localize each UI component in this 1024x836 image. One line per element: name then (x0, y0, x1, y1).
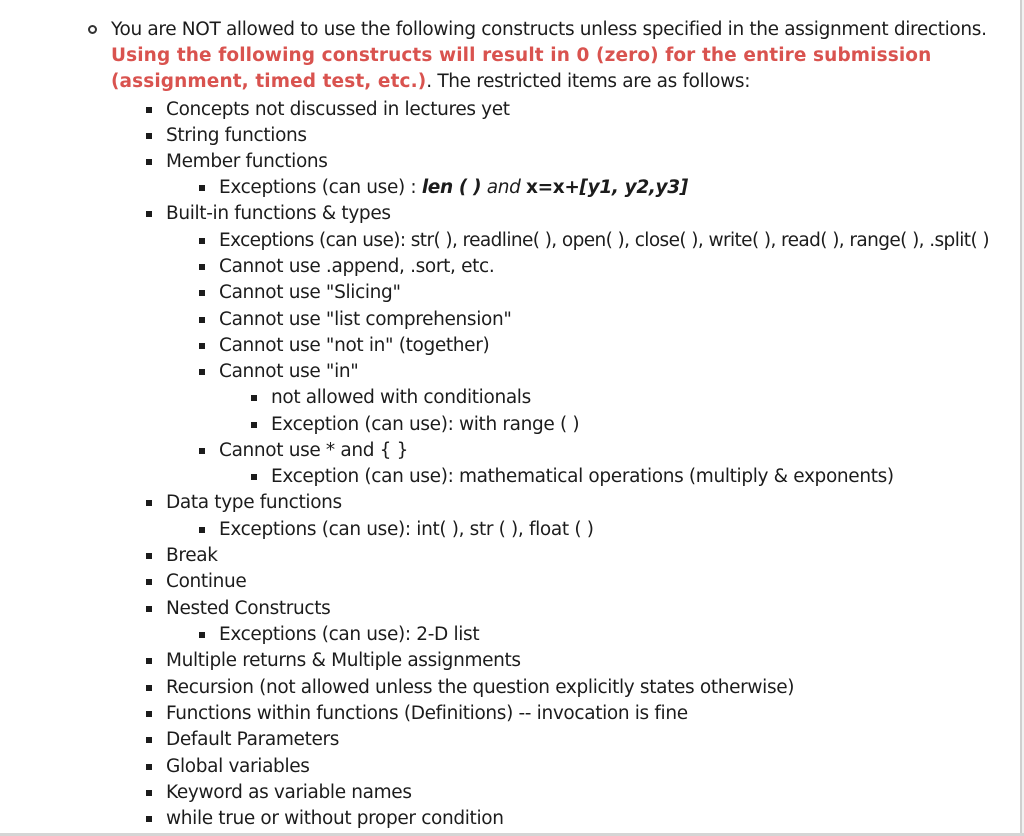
and-text: and (481, 177, 527, 198)
expr-list-code: [y1, y2,y3] (579, 177, 688, 198)
square-bullet-icon (146, 816, 152, 822)
list-item: Global variables (166, 756, 310, 777)
square-bullet-icon (146, 159, 152, 165)
list-item: Keyword as variable names (166, 782, 412, 803)
square-bullet-icon (251, 422, 257, 428)
square-bullet-icon (146, 658, 152, 664)
list-item: Cannot use "list comprehension" (219, 309, 512, 330)
list-item: Cannot use "Slicing" (219, 282, 401, 303)
list-item: Concepts not discussed in lectures yet (166, 99, 510, 120)
square-bullet-icon (199, 527, 205, 533)
square-bullet-icon (146, 711, 152, 717)
intro-text-end: . The restricted items are as follows: (426, 71, 751, 92)
square-bullet-icon (199, 448, 205, 454)
square-bullet-icon (199, 290, 205, 296)
list-item: while true or without proper condition (166, 808, 504, 829)
square-bullet-icon (199, 317, 205, 323)
list-item: Recursion (not allowed unless the question explicitly states otherwise) (166, 677, 795, 698)
exceptions-prefix: Exceptions (can use) : (219, 177, 422, 198)
list-item: Exception (can use): with range ( ) (271, 414, 580, 435)
warning-text: Using the following constructs will result in 0 (zero) for the entire submission (assignment, timed test, etc.) (111, 45, 932, 92)
square-bullet-icon (146, 553, 152, 559)
square-bullet-icon (251, 474, 257, 480)
square-bullet-icon (146, 579, 152, 585)
list-item: Functions within functions (Definitions) -- invocation is fine (166, 703, 688, 724)
list-item: Built-in functions & types (166, 203, 391, 224)
intro-text: You are NOT allowed to use the following constructs unless specified in the assignment directions. (111, 19, 987, 40)
square-bullet-icon (146, 211, 152, 217)
list-item: Cannot use "not in" (together) (219, 335, 490, 356)
square-bullet-icon (199, 369, 205, 375)
list-item: Exceptions (can use): 2-D list (219, 624, 480, 645)
square-bullet-icon (146, 606, 152, 612)
square-bullet-icon (146, 107, 152, 113)
square-bullet-icon (199, 343, 205, 349)
square-bullet-icon (146, 737, 152, 743)
square-bullet-icon (146, 500, 152, 506)
square-bullet-icon (146, 790, 152, 796)
list-item: Exceptions (can use): int( ), str ( ), float ( ) (219, 519, 594, 540)
square-bullet-icon (146, 685, 152, 691)
list-item (219, 175, 688, 201)
list-item: Exceptions (can use): str( ), readline( ), open( ), close( ), write( ), read( ), range( ), .split( ) (219, 230, 989, 251)
list-item: Exception (can use): mathematical operations (multiply & exponents) (271, 466, 894, 487)
list-item: Continue (166, 571, 247, 592)
square-bullet-icon (146, 764, 152, 770)
list-item: String functions (166, 125, 307, 146)
list-item: Multiple returns & Multiple assignments (166, 650, 521, 671)
square-bullet-icon (199, 238, 205, 244)
list-item: Nested Constructs (166, 598, 331, 619)
list-item: Default Parameters (166, 729, 340, 750)
expr-code: x=x+ (526, 177, 580, 198)
list-item: Cannot use .append, .sort, etc. (219, 256, 495, 277)
square-bullet-icon (146, 133, 152, 139)
list-item: Member functions (166, 151, 328, 172)
len-code: len ( ) (421, 177, 482, 198)
circle-bullet-icon (88, 25, 97, 34)
intro-paragraph (111, 17, 1016, 95)
list-item: Break (166, 545, 218, 566)
square-bullet-icon (199, 264, 205, 270)
list-item: not allowed with conditionals (271, 387, 531, 408)
square-bullet-icon (199, 185, 205, 191)
square-bullet-icon (251, 395, 257, 401)
square-bullet-icon (199, 632, 205, 638)
list-item: Cannot use "in" (219, 361, 359, 382)
list-item: Cannot use * and { } (219, 440, 409, 461)
list-item: Data type functions (166, 492, 342, 513)
